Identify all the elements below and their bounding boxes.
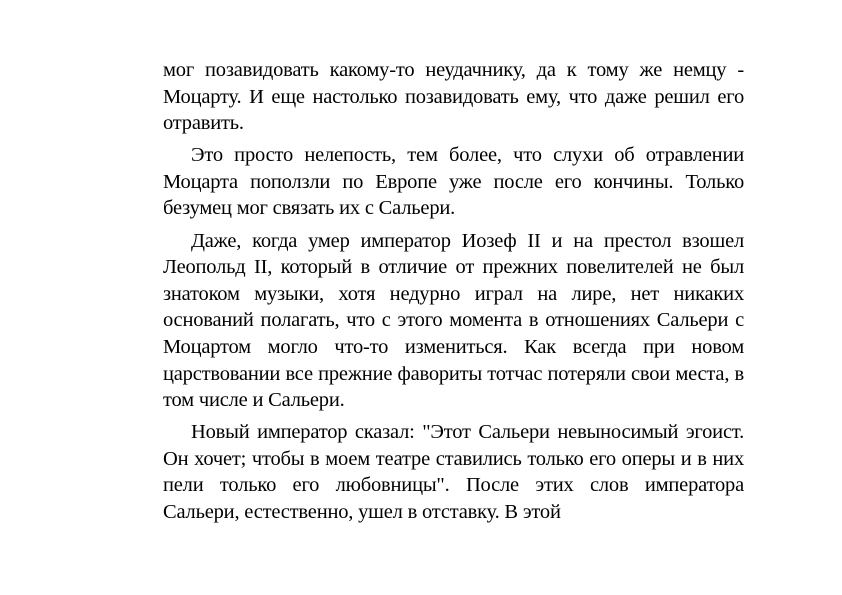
paragraph-4: Новый император сказал: "Этот Сальери невыносимый эгоист. Он хочет; чтобы в моем театре ставились только его оперы и в них пели только его любовницы". После этих слов императора Сальери, естественно, ушел в отставку. В этой [163,421,744,523]
paragraph-3: Даже, когда умер император Иозеф II и на престол взошел Леопольд II, который в отличие от прежних повелителей не был знатоком музыки, хотя недурно играл на лире, нет никаких оснований полагать, что с этого момента в отношениях Сальери с Моцартом могло что-то измениться. Как всегда при новом царствовании все прежние фавориты тотчас потеряли свои места, в том числе и Сальери. [163,229,744,412]
document-body [163,57,744,531]
paragraph-2: Это просто нелепость, тем более, что слухи об отравлении Моцарта поползли по Европе уже после его кончины. Только безумец мог связать их с Сальери. [163,144,744,220]
paragraph-1: мог позавидовать какому-то неудачнику, да к тому же немцу - Моцарту. И еще настолько позавидовать ему, что даже решил его отравить. [163,59,744,135]
